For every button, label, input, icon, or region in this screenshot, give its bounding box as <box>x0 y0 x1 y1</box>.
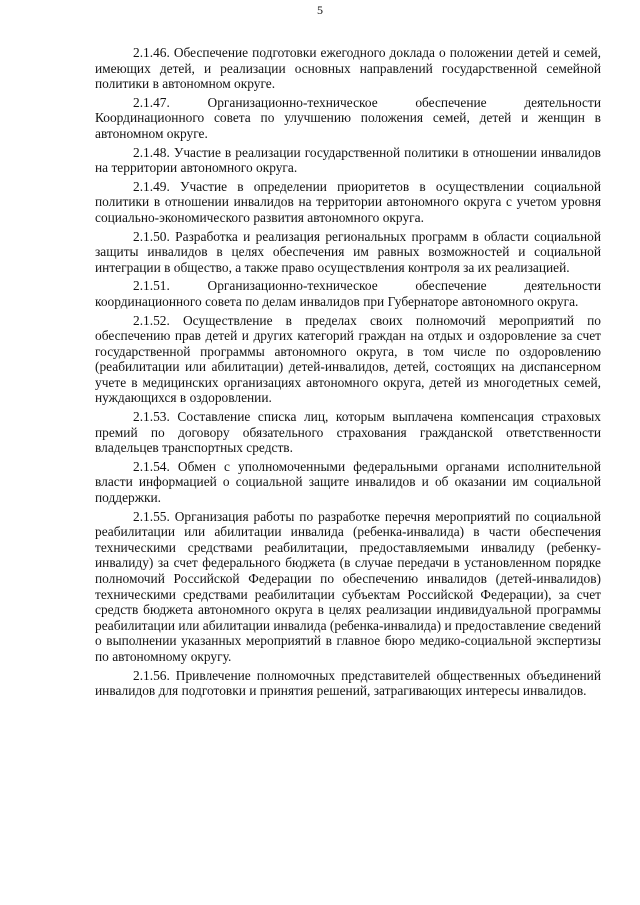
paragraph-2-1-49: 2.1.49. Участие в определении приоритетов в осуществлении социальной политики в отношении инвалидов на территории автономного округа с учетом уровня социально-экономического развития автономного округа. <box>95 178 601 225</box>
paragraph-2-1-56: 2.1.56. Привлечение полномочных представителей общественных объединений инвалидов для подготовки и принятия решений, затрагивающих интересы инвалидов. <box>95 667 601 699</box>
document-body <box>95 45 601 702</box>
paragraph-2-1-47: 2.1.47. Организационно-техническое обеспечение деятельности Координационного совета по улучшению положения семей, детей и женщин в автономном округе. <box>95 94 601 141</box>
paragraph-2-1-50: 2.1.50. Разработка и реализация региональных программ в области социальной защиты инвалидов в целях обеспечения им равных возможностей и социальной интеграции в общество, а также право осуществления контроля за их реализацией. <box>95 228 601 275</box>
paragraph-2-1-48: 2.1.48. Участие в реализации государственной политики в отношении инвалидов на территории автономного округа. <box>95 144 601 176</box>
paragraph-2-1-55: 2.1.55. Организация работы по разработке перечня мероприятий по социальной реабилитации или абилитации инвалида (ребенка-инвалида) в части обеспечения техническими средствами реабилитации, предоставляемыми инвалиду (ребенку-инвалиду) за счет федерального бюджета (в случае передачи в установленном порядке полномочий Российской Федерации по обеспечению инвалидов (детей-инвалидов) техническими средствами реабилитации субъектам Российской Федерации), за счет средств бюджета автономного округа в целях реализации индивидуальной программы реабилитации или абилитации инвалида (ребенка-инвалида) и предоставление сведений о выполнении указанных мероприятий в главное бюро медико-социальной экспертизы по автономному округу. <box>95 508 601 664</box>
paragraph-2-1-52: 2.1.52. Осуществление в пределах своих полномочий мероприятий по обеспечению прав детей и других категорий граждан на отдых и оздоровление за счет государственной программы автономного округа, в том числе по оздоровлению (реабилитации или абилитации) детей-инвалидов, детей, состоящих на диспансерном учете в медицинских организациях автономного округа, детей из многодетных семей, нуждающихся в оздоровлении. <box>95 312 601 406</box>
page-number: 5 <box>317 3 323 17</box>
paragraph-2-1-53: 2.1.53. Составление списка лиц, которым выплачена компенсация страховых премий по договору обязательного страхования гражданской ответственности владельцев транспортных средств. <box>95 409 601 456</box>
paragraph-2-1-54: 2.1.54. Обмен с уполномоченными федеральными органами исполнительной власти информацией о социальной защите инвалидов и об оказании им социальной поддержки. <box>95 458 601 506</box>
paragraph-2-1-51: 2.1.51. Организационно-техническое обеспечение деятельности координационного совета по делам инвалидов при Губернаторе автономного округа. <box>95 278 601 309</box>
paragraph-2-1-46: 2.1.46. Обеспечение подготовки ежегодного доклада о положении детей и семей, имеющих детей, и реализации основных направлений государственной семейной политики в автономном округе. <box>95 45 601 92</box>
